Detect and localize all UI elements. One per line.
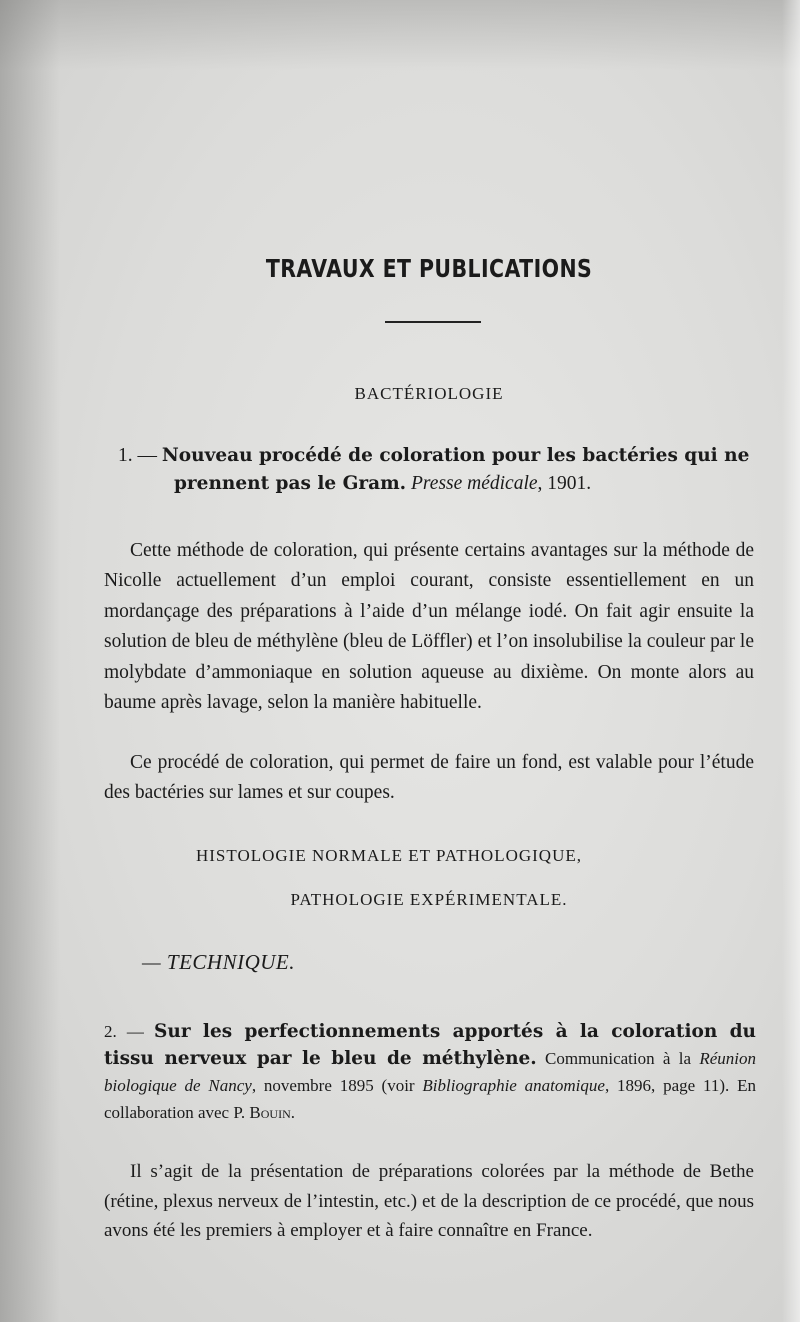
entry-2-paragraph-1: Il s’agit de la présentation de préparations colorées par la méthode de Bethe (rétine, plexus nerveux de l’intestin, etc.) et de la description de ce procédé, que nous avons été les premiers à employer et à faire connaître en France. — [104, 1161, 754, 1241]
section-heading-histologie: HISTOLOGIE NORMALE ET PATHOLOGIQUE, — [195, 846, 582, 865]
entry-1-bold-title: Nouveau procédé de coloration pour les bactéries qui ne prennent pas le Gram. — [161, 445, 750, 494]
entry-2-number: 2. — — [104, 1022, 144, 1041]
section-heading-pathologie: PATHOLOGIE EXPÉRIMENTALE. — [290, 890, 568, 909]
entry-2-author: Bouin — [249, 1103, 291, 1122]
page-edge-shadow-top — [0, 0, 800, 70]
entry-2-journal-b: Bibliographie anatomique — [422, 1076, 605, 1095]
entry-1-title — [118, 442, 800, 498]
section-heading-bacteriologie: BACTÉRIOLOGIE — [354, 384, 504, 403]
entry-1-journal: Presse médicale — [411, 473, 538, 494]
entry-2-title — [104, 1018, 756, 1126]
page-right-edge — [782, 0, 800, 1322]
entry-2-detail-a: Communication à la — [536, 1049, 700, 1068]
entry-2-journal-a: Réunion biologique de Nancy — [104, 1049, 757, 1095]
entry-1-paragraph-2: Ce procédé de coloration, qui permet de faire un fond, est valable pour l’étude des bactéries sur lames et sur coupes. — [104, 751, 754, 803]
entry-1-year: , 1901. — [537, 473, 592, 494]
title-divider — [385, 321, 481, 323]
page-title: TRAVAUX ET PUBLICATIONS — [265, 254, 593, 283]
entry-2-detail-b: , novembre 1895 (voir — [251, 1076, 423, 1095]
entry-2-bold-title: Sur les perfectionnements apportés à la coloration du tissu nerveux par le bleu de méthylène. — [104, 1021, 757, 1069]
subsection-heading-technique: — TECHNIQUE. — [142, 950, 296, 974]
entry-1-paragraph-1: Cette méthode de coloration, qui présente certains avantages sur la méthode de Nicolle actuellement d’un emploi courant, consiste essentiellement en un mordançage des préparations à l’aide d’un mélange iodé. On fait agir ensuite la solution de bleu de méthylène (bleu de Löffler) et l’on insolubilise la couleur par le molybdate d’ammoniaque en solution aqueuse au dixième. On monte alors au baume après lavage, selon la manière habituelle. — [104, 539, 754, 713]
entry-2-detail-d: . — [290, 1103, 295, 1122]
entry-2-detail-c: , 1896, page 11). En collaboration avec P. — [104, 1076, 756, 1122]
entry-1-number: 1. — — [118, 445, 157, 466]
page-edge-shadow — [0, 0, 60, 1322]
